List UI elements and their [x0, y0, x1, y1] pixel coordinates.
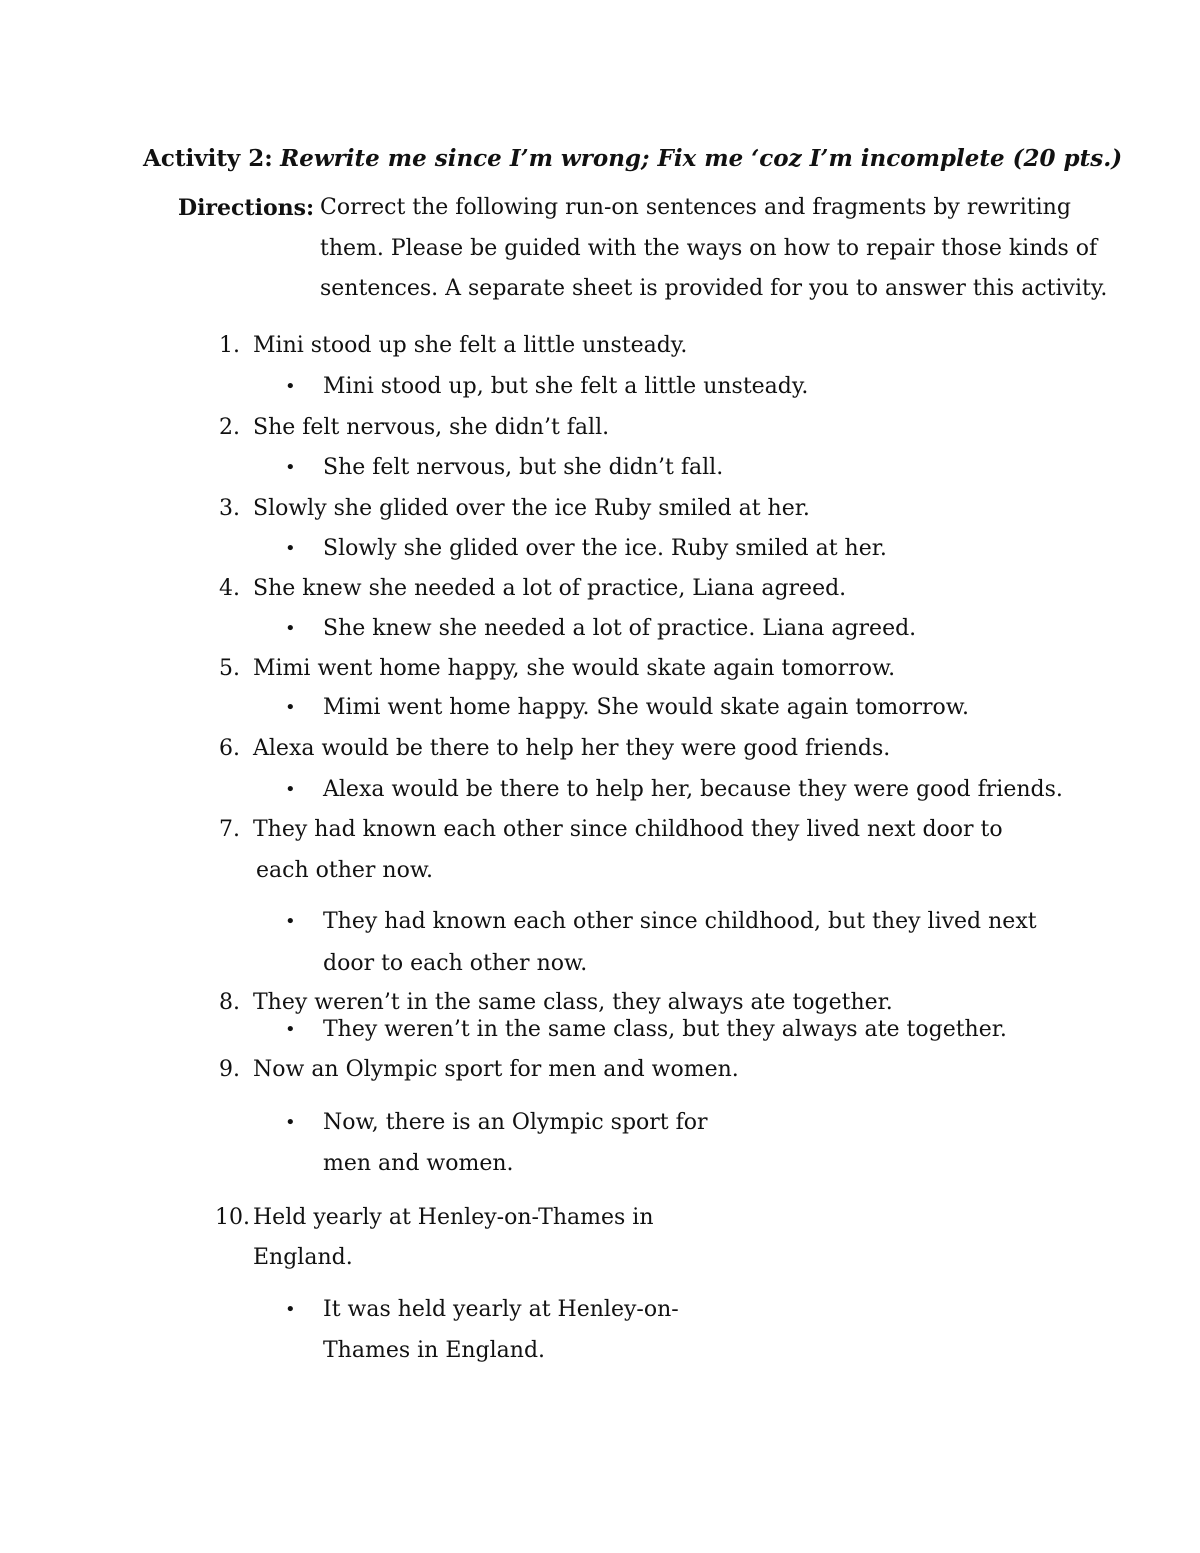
item-number: 8. [219, 990, 240, 1015]
question-text: Mimi went home happy, she would skate again tomorrow. [253, 656, 896, 681]
answer-text: She knew she needed a lot of practice. Liana agreed. [323, 616, 917, 641]
question-text-continued: each other now. [256, 858, 434, 883]
answer-text: It was held yearly at Henley-on- [323, 1297, 679, 1322]
answer-text: Alexa would be there to help her, because they were good friends. [323, 777, 1063, 802]
answer-text: They weren’t in the same class, but they always ate together. [323, 1017, 1007, 1042]
bullet-icon: • [285, 1019, 296, 1040]
item-number: 1. [219, 333, 240, 358]
item-number: 10. [215, 1205, 250, 1230]
bullet-icon: • [285, 697, 296, 718]
bullet-icon: • [285, 1299, 296, 1320]
question-text: She knew she needed a lot of practice, Liana agreed. [253, 576, 847, 601]
item-number: 4. [219, 576, 240, 601]
question-text: Slowly she glided over the ice Ruby smiled at her. [253, 496, 810, 521]
directions-line-1: Correct the following run-on sentences and fragments by rewriting [320, 195, 1071, 220]
answer-text-continued: men and women. [323, 1151, 514, 1176]
answer-text: Mimi went home happy. She would skate again tomorrow. [323, 695, 969, 720]
activity-subtitle: Rewrite me since I’m wrong; Fix me ‘coz I’m incomplete (20 pts.) [280, 145, 1123, 172]
answer-text-continued: door to each other now. [323, 951, 588, 976]
question-text: Alexa would be there to help her they were good friends. [253, 736, 891, 761]
bullet-icon: • [285, 538, 296, 559]
answer-text: She felt nervous, but she didn’t fall. [323, 455, 724, 480]
question-text: Held yearly at Henley-on-Thames in [253, 1205, 654, 1230]
answer-text: They had known each other since childhood, but they lived next [323, 909, 1037, 934]
item-number: 6. [219, 736, 240, 761]
directions-line-2: them. Please be guided with the ways on how to repair those kinds of [320, 236, 1098, 261]
answer-text: Slowly she glided over the ice. Ruby smiled at her. [323, 536, 887, 561]
directions-line-3: sentences. A separate sheet is provided for you to answer this activity. [320, 276, 1108, 301]
question-text: They had known each other since childhood they lived next door to [253, 817, 1003, 842]
answer-text: Mini stood up, but she felt a little unsteady. [323, 374, 809, 399]
answer-text: Now, there is an Olympic sport for [323, 1110, 708, 1135]
question-text: Now an Olympic sport for men and women. [253, 1057, 739, 1082]
question-text: She felt nervous, she didn’t fall. [253, 415, 610, 440]
item-number: 5. [219, 656, 240, 681]
directions-label: Directions: [178, 195, 315, 221]
answer-text-continued: Thames in England. [323, 1338, 546, 1363]
activity-title [143, 147, 1122, 171]
question-text-continued: England. [253, 1245, 353, 1270]
bullet-icon: • [285, 779, 296, 800]
activity-label: Activity 2: [143, 145, 273, 172]
bullet-icon: • [285, 911, 296, 932]
bullet-icon: • [285, 618, 296, 639]
item-number: 9. [219, 1057, 240, 1082]
item-number: 2. [219, 415, 240, 440]
item-number: 7. [219, 817, 240, 842]
question-text: Mini stood up she felt a little unsteady. [253, 333, 688, 358]
bullet-icon: • [285, 457, 296, 478]
bullet-icon: • [285, 1112, 296, 1133]
bullet-icon: • [285, 376, 296, 397]
item-number: 3. [219, 496, 240, 521]
question-text: They weren’t in the same class, they always ate together. [253, 990, 893, 1015]
